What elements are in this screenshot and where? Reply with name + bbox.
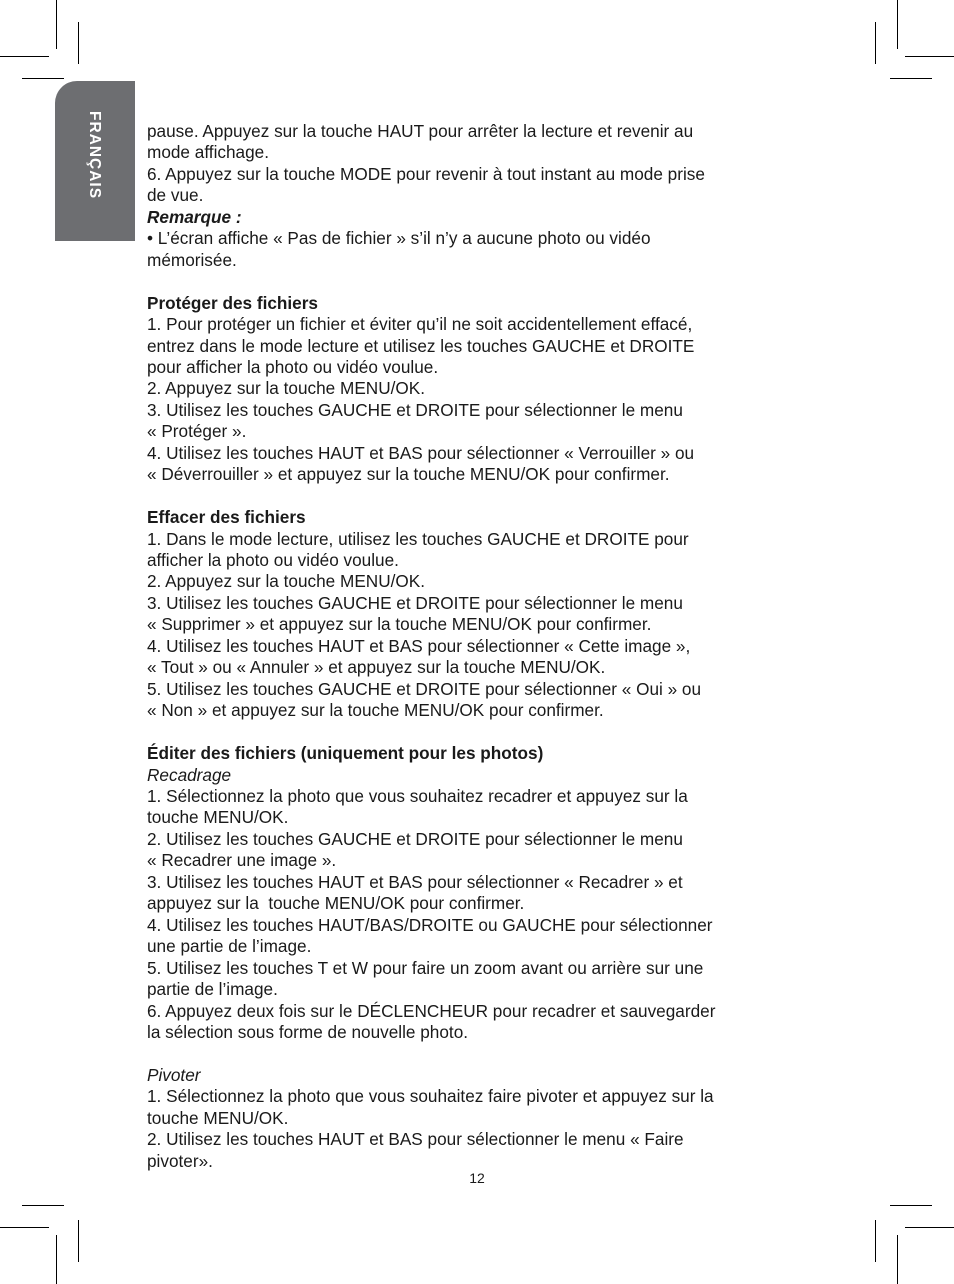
crop-mark xyxy=(905,56,954,57)
body-text-line: mémorisée. xyxy=(147,249,237,270)
body-text-line: une partie de l’image. xyxy=(147,936,312,957)
body-text-line: 1. Dans le mode lecture, utilisez les touches GAUCHE et DROITE pour xyxy=(147,528,689,549)
crop-mark xyxy=(905,1227,954,1228)
body-text-line: pivoter». xyxy=(147,1150,213,1171)
body-text-line: 3. Utilisez les touches GAUCHE et DROITE pour sélectionner le menu xyxy=(147,592,683,613)
body-text-line: mode affichage. xyxy=(147,142,269,163)
blank-line xyxy=(147,722,777,743)
body-text-line: 3. Utilisez les touches HAUT et BAS pour sélectionner « Recadrer » et xyxy=(147,871,683,892)
body-text-line: « Protéger ». xyxy=(147,421,247,442)
body-text-line: « Tout » ou « Annuler » et appuyez sur la touche MENU/OK. xyxy=(147,657,606,678)
crop-mark xyxy=(890,78,932,79)
subsection-heading: Pivoter xyxy=(147,1064,201,1085)
crop-mark xyxy=(897,0,898,49)
subsection-heading: Recadrage xyxy=(147,764,232,785)
section-heading: Protéger des fichiers xyxy=(147,292,318,313)
body-text-line: entrez dans le mode lecture et utilisez les touches GAUCHE et DROITE xyxy=(147,335,695,356)
crop-mark xyxy=(56,1235,57,1284)
body-text-line: touche MENU/OK. xyxy=(147,807,289,828)
crop-mark xyxy=(22,1205,64,1206)
body-text-line: 4. Utilisez les touches HAUT et BAS pour sélectionner « Cette image », xyxy=(147,635,691,656)
body-text-line: pour afficher la photo ou vidéo voulue. xyxy=(147,356,439,377)
body-text-line: 1. Pour protéger un fichier et éviter qu’il ne soit accidentellement effacé, xyxy=(147,314,693,335)
crop-mark xyxy=(78,1220,79,1262)
section-heading: Effacer des fichiers xyxy=(147,507,306,528)
crop-mark xyxy=(897,1235,898,1284)
body-text-line: touche MENU/OK. xyxy=(147,1107,289,1128)
section-heading: Éditer des fichiers (uniquement pour les photos) xyxy=(147,743,544,764)
crop-mark xyxy=(875,1220,876,1262)
crop-mark xyxy=(22,78,64,79)
blank-line xyxy=(147,271,777,292)
crop-mark xyxy=(875,22,876,64)
body-text-line: de vue. xyxy=(147,185,204,206)
body-text-line: « Recadrer une image ». xyxy=(147,850,337,871)
body-text-line: 4. Utilisez les touches HAUT et BAS pour sélectionner « Verrouiller » ou xyxy=(147,442,695,463)
body-text-line: appuyez sur la touche MENU/OK pour confirmer. xyxy=(147,893,525,914)
body-text-line: 2. Appuyez sur la touche MENU/OK. xyxy=(147,378,425,399)
body-text-line: 5. Utilisez les touches T et W pour faire un zoom avant ou arrière sur une xyxy=(147,957,704,978)
body-text-line: • L’écran affiche « Pas de fichier » s’il n’y a aucune photo ou vidéo xyxy=(147,228,651,249)
body-text-line: 3. Utilisez les touches GAUCHE et DROITE pour sélectionner le menu xyxy=(147,399,683,420)
crop-mark xyxy=(0,1227,49,1228)
body-text-line: partie de l’image. xyxy=(147,979,278,1000)
page-body xyxy=(147,121,777,1172)
body-text-line: 1. Sélectionnez la photo que vous souhaitez recadrer et appuyez sur la xyxy=(147,786,688,806)
crop-mark xyxy=(56,0,57,49)
body-text-line: 6. Appuyez deux fois sur le DÉCLENCHEUR pour recadrer et sauvegarder xyxy=(147,1000,716,1021)
body-text-line: 2. Utilisez les touches GAUCHE et DROITE pour sélectionner le menu xyxy=(147,828,683,849)
body-text-line: 1. Sélectionnez la photo que vous souhaitez faire pivoter et appuyez sur la xyxy=(147,1086,714,1107)
body-text-line: 2. Appuyez sur la touche MENU/OK. xyxy=(147,571,425,592)
page-number: 12 xyxy=(469,1170,485,1186)
body-text-line: « Déverrouiller » et appuyez sur la touche MENU/OK pour confirmer. xyxy=(147,464,670,485)
note-label: Remarque : xyxy=(147,206,242,227)
body-text-line: 2. Utilisez les touches HAUT et BAS pour sélectionner le menu « Faire xyxy=(147,1129,684,1150)
body-text-line: 6. Appuyez sur la touche MODE pour revenir à tout instant au mode prise xyxy=(147,163,705,184)
body-text-line: 4. Utilisez les touches HAUT/BAS/DROITE ou GAUCHE pour sélectionner xyxy=(147,914,713,935)
blank-line xyxy=(147,486,777,507)
body-text-line: afficher la photo ou vidéo voulue. xyxy=(147,550,399,571)
crop-mark xyxy=(890,1205,932,1206)
body-text-line: pause. Appuyez sur la touche HAUT pour arrêter la lecture et revenir au xyxy=(147,121,694,141)
body-text-line: « Supprimer » et appuyez sur la touche MENU/OK pour confirmer. xyxy=(147,614,652,635)
body-text-line: « Non » et appuyez sur la touche MENU/OK pour confirmer. xyxy=(147,700,604,721)
body-text-line: la sélection sous forme de nouvelle photo. xyxy=(147,1021,469,1042)
crop-mark xyxy=(0,56,49,57)
crop-mark xyxy=(78,22,79,64)
body-text-line: 5. Utilisez les touches GAUCHE et DROITE pour sélectionner « Oui » ou xyxy=(147,678,702,699)
language-tab-label: FRANÇAIS xyxy=(86,111,103,200)
blank-line xyxy=(147,1043,777,1064)
